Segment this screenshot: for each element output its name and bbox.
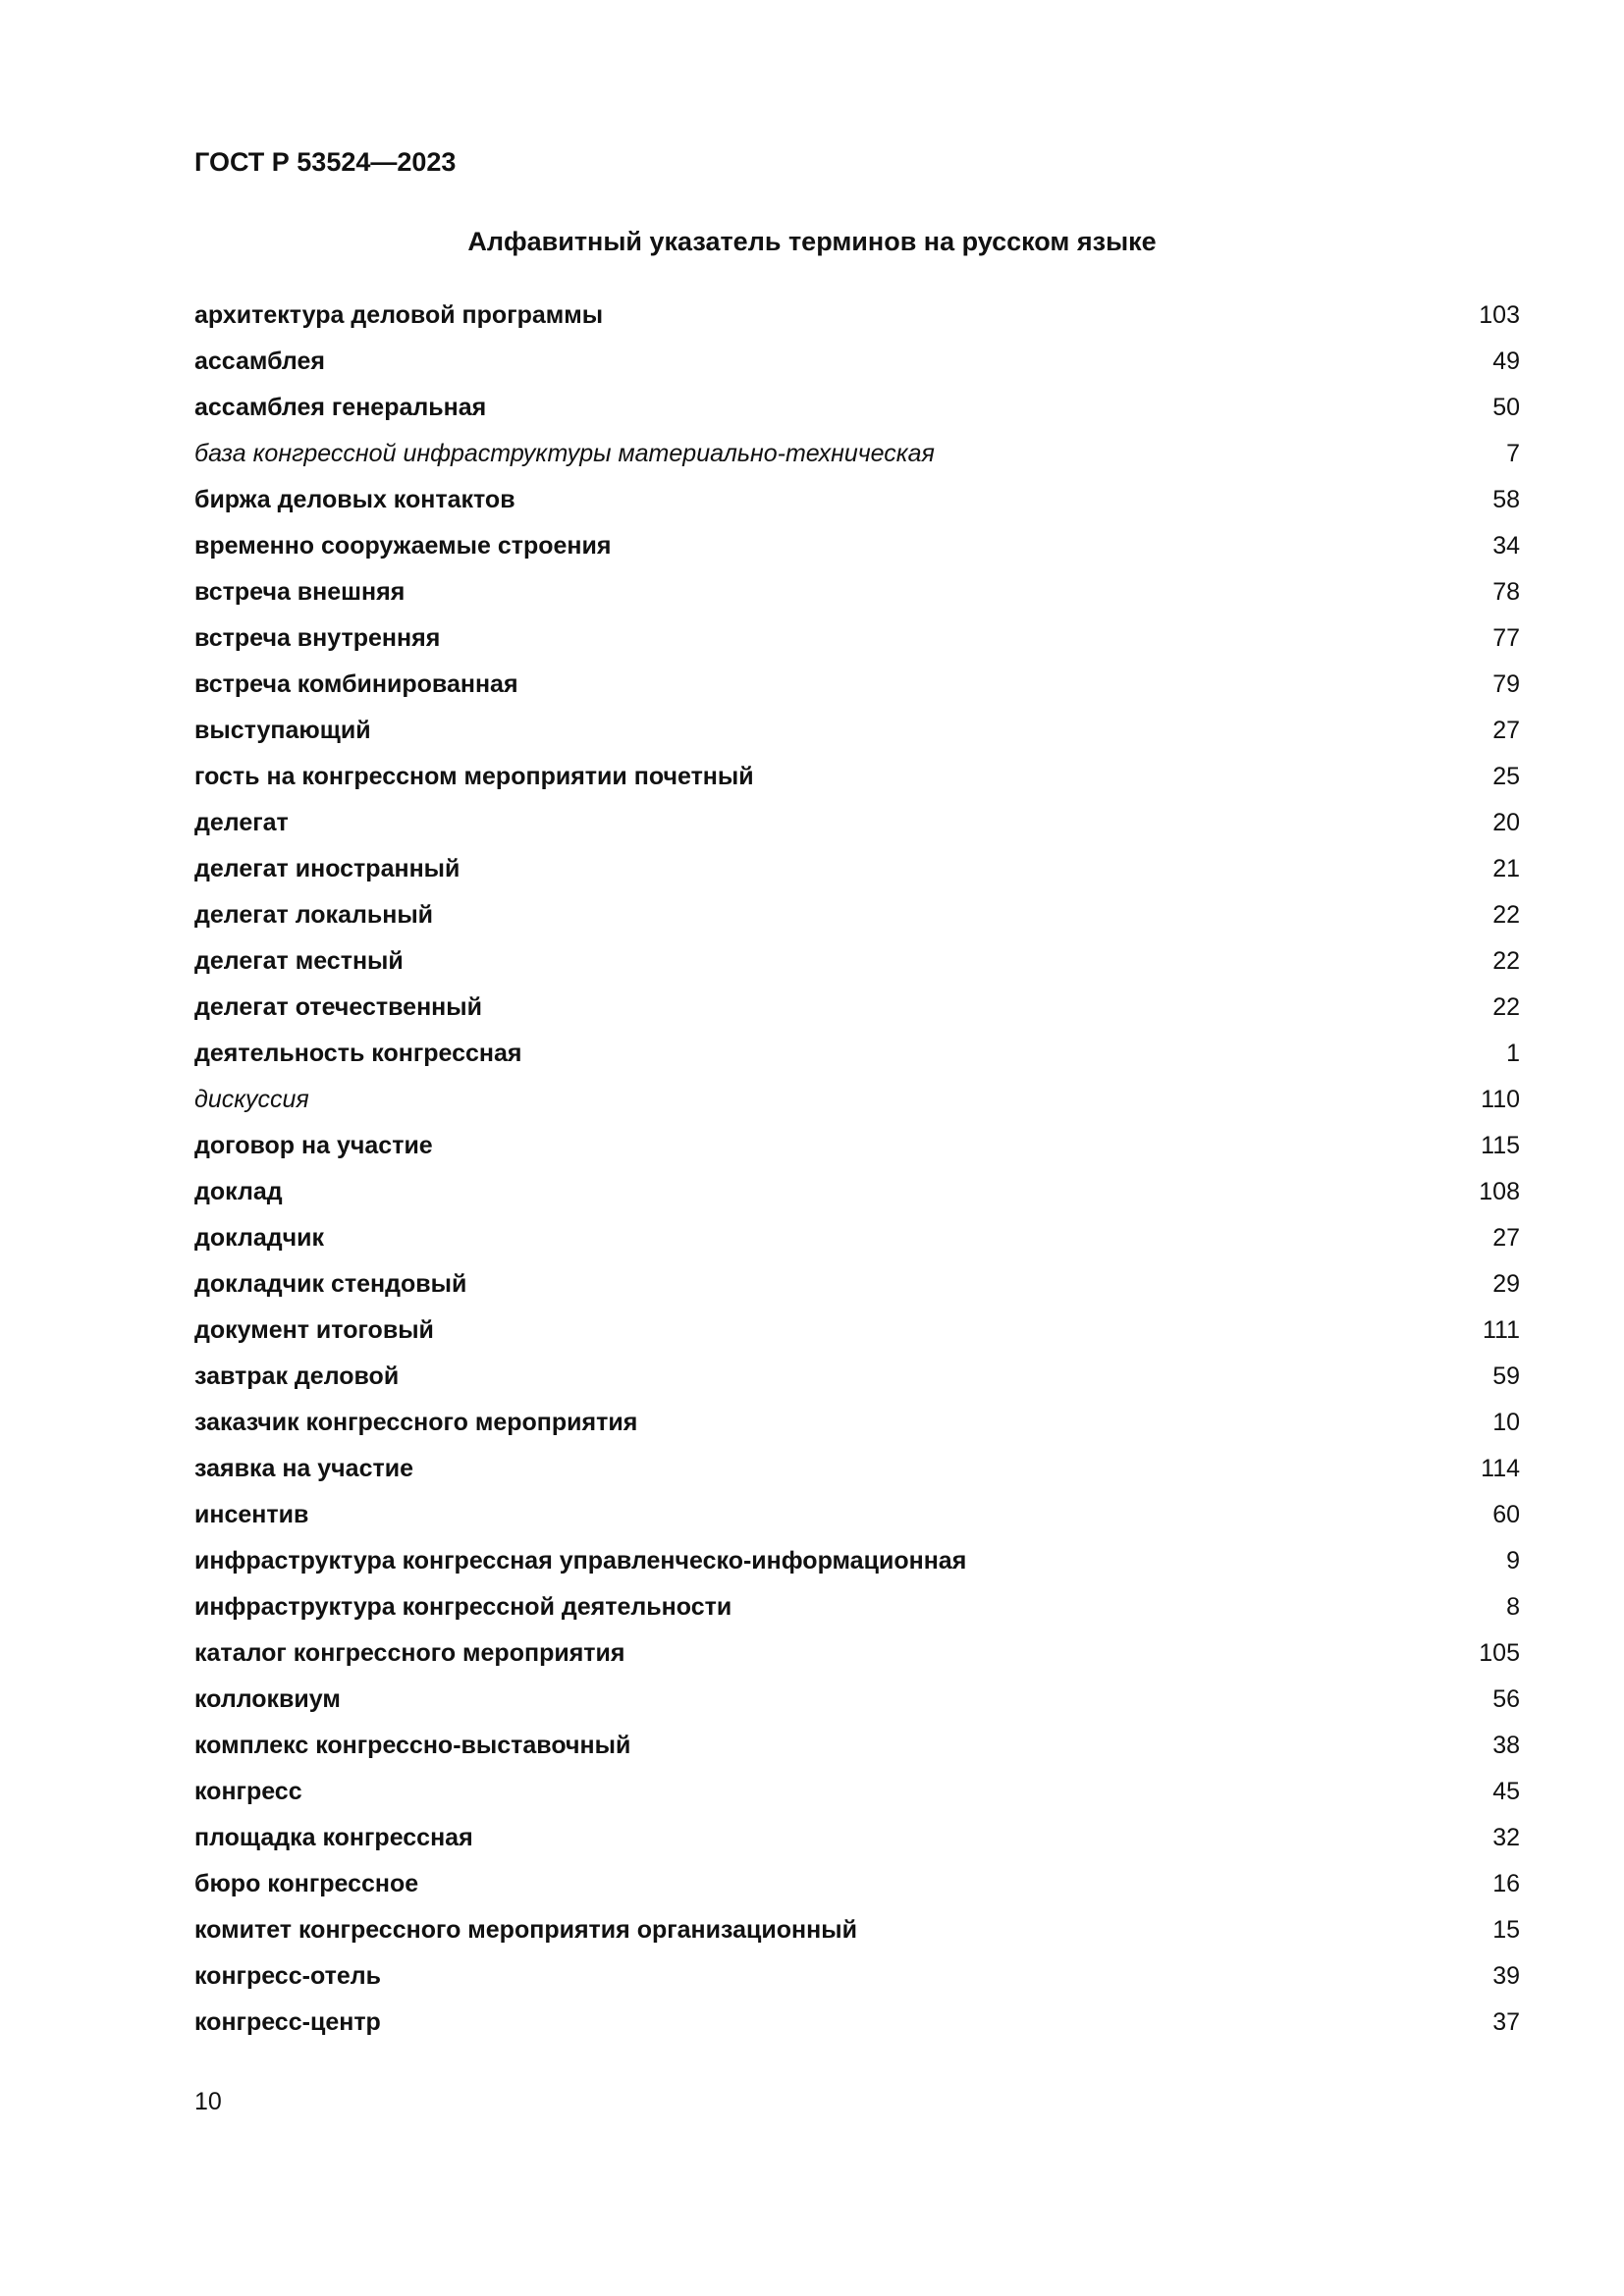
- entry-number: 9: [1506, 1547, 1520, 1575]
- entry-term: конгресс-центр: [194, 2008, 381, 2036]
- index-entry: [194, 1036, 1520, 1082]
- index-entry: [194, 482, 1520, 528]
- entry-number: 25: [1492, 763, 1520, 790]
- entry-number: 114: [1481, 1455, 1520, 1482]
- entry-term: завтрак деловой: [194, 1362, 400, 1390]
- index-entry: [194, 1774, 1520, 1820]
- index-entry: [194, 1220, 1520, 1266]
- entry-number: 27: [1492, 1224, 1520, 1252]
- index-entry: [194, 759, 1520, 805]
- entry-number: 60: [1492, 1501, 1520, 1528]
- entry-term: докладчик стендовый: [194, 1270, 467, 1298]
- index-entry: [194, 713, 1520, 759]
- entry-number: 15: [1492, 1916, 1520, 1944]
- entry-term: документ итоговый: [194, 1316, 434, 1344]
- index-entry: [194, 897, 1520, 943]
- entry-term: площадка конгрессная: [194, 1824, 473, 1851]
- index-entry: [194, 574, 1520, 620]
- entry-number: 38: [1492, 1732, 1520, 1759]
- entry-term: инфраструктура конгрессная управленческо-информационная: [194, 1547, 967, 1575]
- entry-number: 22: [1492, 993, 1520, 1021]
- entry-term: делегат иностранный: [194, 855, 460, 882]
- index-entry: [194, 1359, 1520, 1405]
- entry-number: 10: [1492, 1409, 1520, 1436]
- entry-number: 22: [1492, 901, 1520, 929]
- document-code: ГОСТ Р 53524—2023: [194, 147, 457, 177]
- index-entry: [194, 851, 1520, 897]
- entry-term: комитет конгрессного мероприятия организационный: [194, 1916, 857, 1944]
- index-entry: [194, 297, 1520, 344]
- entry-number: 16: [1492, 1870, 1520, 1897]
- entry-term: гость на конгрессном мероприятии почетный: [194, 763, 754, 790]
- index-entry: [194, 1451, 1520, 1497]
- index-title: Алфавитный указатель терминов на русском языке: [467, 227, 1157, 256]
- index-entry: [194, 943, 1520, 989]
- entry-term: выступающий: [194, 717, 371, 744]
- entry-number: 56: [1492, 1685, 1520, 1713]
- entry-number: 111: [1482, 1316, 1520, 1344]
- index-entry: [194, 528, 1520, 574]
- entry-term: заявка на участие: [194, 1455, 414, 1482]
- entry-term: встреча внешняя: [194, 578, 406, 606]
- entry-number: 78: [1492, 578, 1520, 606]
- entry-number: 32: [1492, 1824, 1520, 1851]
- entry-term: договор на участие: [194, 1132, 433, 1159]
- entry-number: 115: [1481, 1132, 1520, 1159]
- index-entry: [194, 1820, 1520, 1866]
- entry-term: коллоквиум: [194, 1685, 341, 1713]
- index-entry: [194, 344, 1520, 390]
- entry-term: бюро конгрессное: [194, 1870, 419, 1897]
- entry-number: 105: [1479, 1639, 1520, 1667]
- index-entry: [194, 1082, 1520, 1128]
- page-number: 10: [194, 2088, 222, 2115]
- index-entry: [194, 1912, 1520, 1958]
- entry-number: 49: [1492, 347, 1520, 375]
- entry-number: 39: [1492, 1962, 1520, 1990]
- index-entry: [194, 390, 1520, 436]
- entry-term: база конгрессной инфраструктуры материально-техническая: [194, 440, 935, 467]
- entry-number: 59: [1492, 1362, 1520, 1390]
- index-entry: [194, 2004, 1520, 2051]
- entry-term: биржа деловых контактов: [194, 486, 515, 513]
- entry-term: конгресс: [194, 1778, 302, 1805]
- entry-term: делегат отечественный: [194, 993, 483, 1021]
- entry-term: ассамблея: [194, 347, 325, 375]
- entry-term: временно сооружаемые строения: [194, 532, 612, 560]
- index-entry: [194, 1128, 1520, 1174]
- entry-number: 45: [1492, 1778, 1520, 1805]
- index-entry: [194, 1866, 1520, 1912]
- entry-number: 50: [1492, 394, 1520, 421]
- entry-term: встреча комбинированная: [194, 670, 518, 698]
- entry-term: доклад: [194, 1178, 283, 1205]
- entry-term: деятельность конгрессная: [194, 1040, 522, 1067]
- entry-number: 37: [1492, 2008, 1520, 2036]
- entry-term: каталог конгрессного мероприятия: [194, 1639, 625, 1667]
- entry-number: 1: [1506, 1040, 1520, 1067]
- index-entry: [194, 1405, 1520, 1451]
- index-entry: [194, 1543, 1520, 1589]
- index-entry: [194, 1266, 1520, 1312]
- entry-number: 20: [1492, 809, 1520, 836]
- index-entry: [194, 436, 1520, 482]
- entry-number: 77: [1492, 624, 1520, 652]
- entry-number: 108: [1479, 1178, 1520, 1205]
- entry-number: 7: [1506, 440, 1520, 467]
- entry-number: 22: [1492, 947, 1520, 975]
- entry-term: ассамблея генеральная: [194, 394, 487, 421]
- entry-term: дискуссия: [194, 1086, 309, 1113]
- entry-term: делегат: [194, 809, 289, 836]
- term-index-list: [194, 297, 1520, 2051]
- index-entry: [194, 989, 1520, 1036]
- entry-number: 79: [1492, 670, 1520, 698]
- entry-term: комплекс конгрессно-выставочный: [194, 1732, 631, 1759]
- entry-term: конгресс-отель: [194, 1962, 381, 1990]
- index-entry: [194, 1728, 1520, 1774]
- entry-term: встреча внутренняя: [194, 624, 441, 652]
- entry-term: делегат местный: [194, 947, 404, 975]
- index-entry: [194, 1589, 1520, 1635]
- index-entry: [194, 1497, 1520, 1543]
- index-entry: [194, 1312, 1520, 1359]
- index-entry: [194, 1635, 1520, 1682]
- entry-number: 110: [1481, 1086, 1520, 1113]
- index-entry: [194, 805, 1520, 851]
- index-entry: [194, 620, 1520, 667]
- entry-number: 21: [1492, 855, 1520, 882]
- entry-number: 34: [1492, 532, 1520, 560]
- entry-number: 29: [1492, 1270, 1520, 1298]
- index-entry: [194, 1682, 1520, 1728]
- entry-term: делегат локальный: [194, 901, 434, 929]
- entry-term: заказчик конгрессного мероприятия: [194, 1409, 638, 1436]
- entry-term: докладчик: [194, 1224, 325, 1252]
- entry-term: инфраструктура конгрессной деятельности: [194, 1593, 732, 1621]
- entry-number: 27: [1492, 717, 1520, 744]
- entry-term: архитектура деловой программы: [194, 301, 604, 329]
- entry-number: 58: [1492, 486, 1520, 513]
- index-entry: [194, 667, 1520, 713]
- entry-number: 103: [1479, 301, 1520, 329]
- entry-term: инсентив: [194, 1501, 309, 1528]
- index-entry: [194, 1958, 1520, 2004]
- entry-number: 8: [1506, 1593, 1520, 1621]
- index-entry: [194, 1174, 1520, 1220]
